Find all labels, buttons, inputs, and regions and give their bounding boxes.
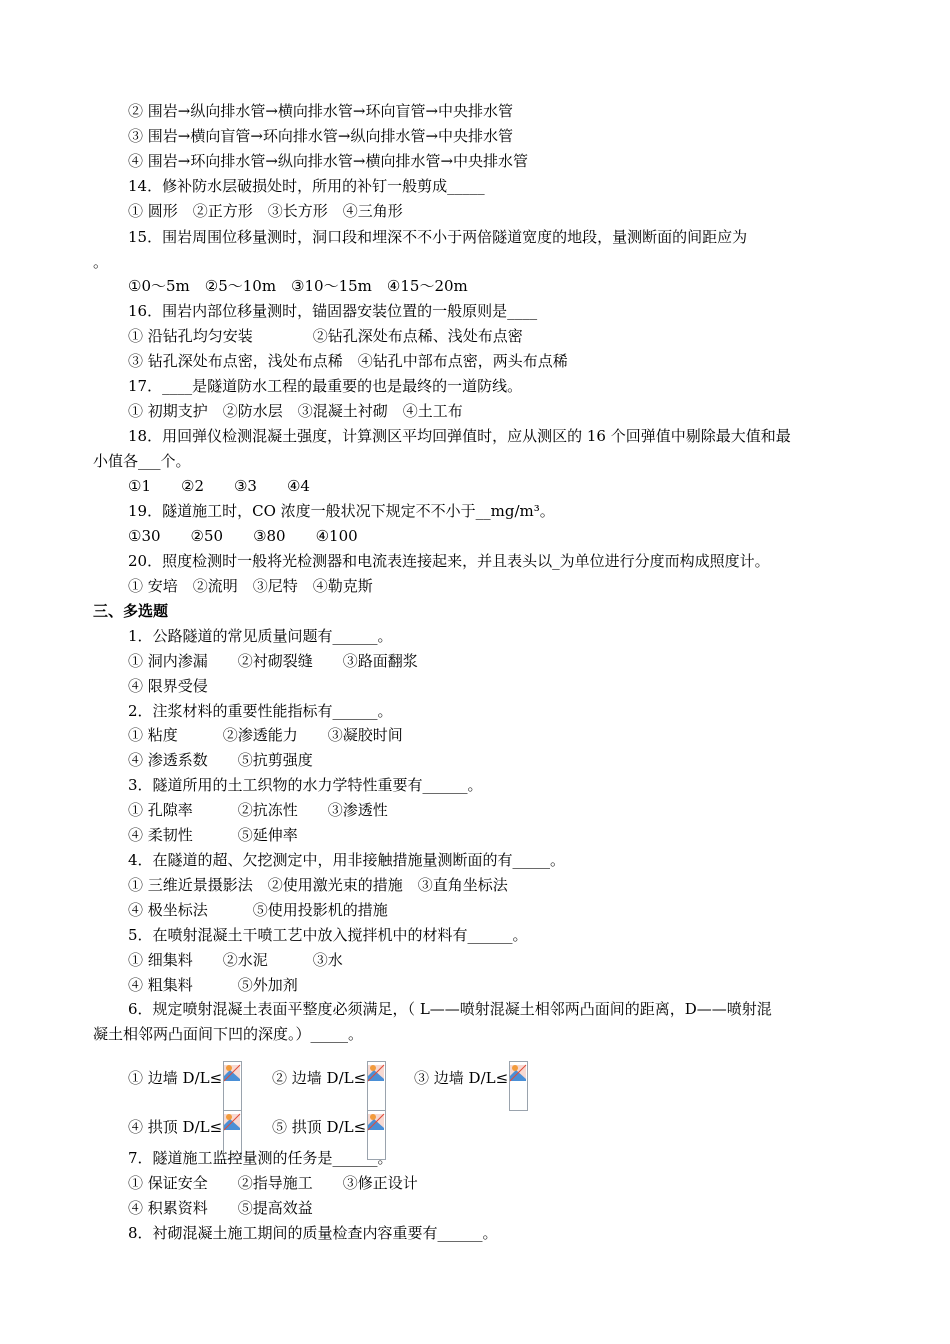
- option-line: ④ 限界受侵: [128, 677, 208, 695]
- broken-image-icon: [223, 1061, 242, 1111]
- option-line: ③ 围岩→横向盲管→环向排水管→纵向排水管→中央排水管: [128, 127, 514, 145]
- option-line: ④ 柔韧性 ⑤延伸率: [128, 826, 298, 844]
- option-line: ① 粘度 ②渗透能力 ③凝胶时间: [128, 726, 403, 744]
- option-line: ① 孔隙率 ②抗冻性 ③渗透性: [128, 801, 388, 819]
- option-line: ① 三维近景摄影法 ②使用激光束的措施 ③直角坐标法: [128, 876, 508, 894]
- option-line: ① 沿钻孔均匀安装 ②钻孔深处布点稀、浅处布点密: [128, 327, 523, 345]
- option-line: ① 细集料 ②水泥 ③水: [128, 951, 343, 969]
- question-18-cont: 小值各___个。: [93, 452, 191, 470]
- mc-question-5: 5．在喷射混凝土干喷工艺中放入搅拌机中的材料有______。: [128, 926, 528, 944]
- question-15: 15．围岩周围位移量测时，洞口段和埋深不不小于两倍隧道宽度的地段，量测断面的间距应为: [128, 228, 748, 246]
- question-17: 17．____是隧道防水工程的最重要的也是最终的一道防线。: [128, 377, 523, 395]
- question-20: 20．照度检测时一般将光检测器和电流表连接起来，并且表头以_为单位进行分度而构成照度计。: [128, 552, 770, 570]
- question-15-cont: 。: [93, 253, 109, 271]
- mc-question-2: 2．注浆材料的重要性能指标有______。: [128, 702, 393, 720]
- mc-question-3: 3．隧道所用的土工织物的水力学特性重要有______。: [128, 776, 483, 794]
- mc-question-6: 6．规定喷射混凝土表面平整度必须满足，（ L——喷射混凝土相邻两凸面间的距离，D——喷射混: [128, 1000, 772, 1018]
- option-line: ① 圆形 ②正方形 ③长方形 ④三角形: [128, 202, 403, 220]
- option-line: ①0～5m ②5～10m ③10～15m ④15～20m: [128, 277, 468, 295]
- question-18: 18．用回弹仪检测混凝土强度，计算测区平均回弹值时，应从测区的 16 个回弹值中剔除最大值和最: [128, 427, 791, 445]
- formula-option-1: ① 边墙 D/L≤: [128, 1061, 242, 1081]
- mc-question-8: 8．衬砌混凝土施工期间的质量检查内容重要有______。: [128, 1224, 498, 1242]
- question-19: 19．隧道施工时，CO 浓度一般状况下规定不不小于__mg/m³。: [128, 502, 555, 520]
- formula-option-4: ④ 拱顶 D/L≤: [128, 1110, 242, 1130]
- mc-question-4: 4．在隧道的超、欠挖测定中，用非接触措施量测断面的有_____。: [128, 851, 566, 869]
- option-line: ③ 钻孔深处布点密，浅处布点稀 ④钻孔中部布点密，两头布点稀: [128, 352, 568, 370]
- option-line: ① 洞内渗漏 ②衬砌裂缝 ③路面翻浆: [128, 652, 418, 670]
- formula-option-2: ② 边墙 D/L≤: [272, 1061, 386, 1081]
- option-line: ①1 ②2 ③3 ④4: [128, 477, 310, 495]
- broken-image-icon: [509, 1061, 528, 1111]
- mc-question-1: 1．公路隧道的常见质量问题有______。: [128, 627, 393, 645]
- mc-question-6-cont: 凝土相邻两凸面间下凹的深度。）_____。: [93, 1025, 364, 1043]
- section-heading: 三、多选题: [93, 602, 169, 620]
- formula-option-5: ⑤ 拱顶 D/L≤: [272, 1110, 386, 1130]
- option-line: ① 安培 ②流明 ③尼特 ④勒克斯: [128, 577, 373, 595]
- option-line: ① 保证安全 ②指导施工 ③修正设计: [128, 1174, 418, 1192]
- mc-question-7: 7．隧道施工监控量测的任务是______。: [128, 1149, 393, 1167]
- question-14: 14．修补防水层破损处时，所用的补钉一般剪成_____: [128, 177, 485, 195]
- question-16: 16．围岩内部位移量测时，锚固器安装位置的一般原则是____: [128, 302, 538, 320]
- formula-option-3: ③ 边墙 D/L≤: [414, 1061, 528, 1081]
- option-line: ①30 ②50 ③80 ④100: [128, 527, 358, 545]
- option-line: ④ 极坐标法 ⑤使用投影机的措施: [128, 901, 388, 919]
- option-line: ④ 渗透系数 ⑤抗剪强度: [128, 751, 313, 769]
- option-line: ② 围岩→纵向排水管→横向排水管→环向盲管→中央排水管: [128, 102, 514, 120]
- option-line: ④ 粗集料 ⑤外加剂: [128, 976, 298, 994]
- option-line: ④ 积累资料 ⑤提高效益: [128, 1199, 313, 1217]
- option-line: ④ 围岩→环向排水管→纵向排水管→横向排水管→中央排水管: [128, 152, 529, 170]
- broken-image-icon: [367, 1061, 386, 1111]
- option-line: ① 初期支护 ②防水层 ③混凝土衬砌 ④土工布: [128, 402, 463, 420]
